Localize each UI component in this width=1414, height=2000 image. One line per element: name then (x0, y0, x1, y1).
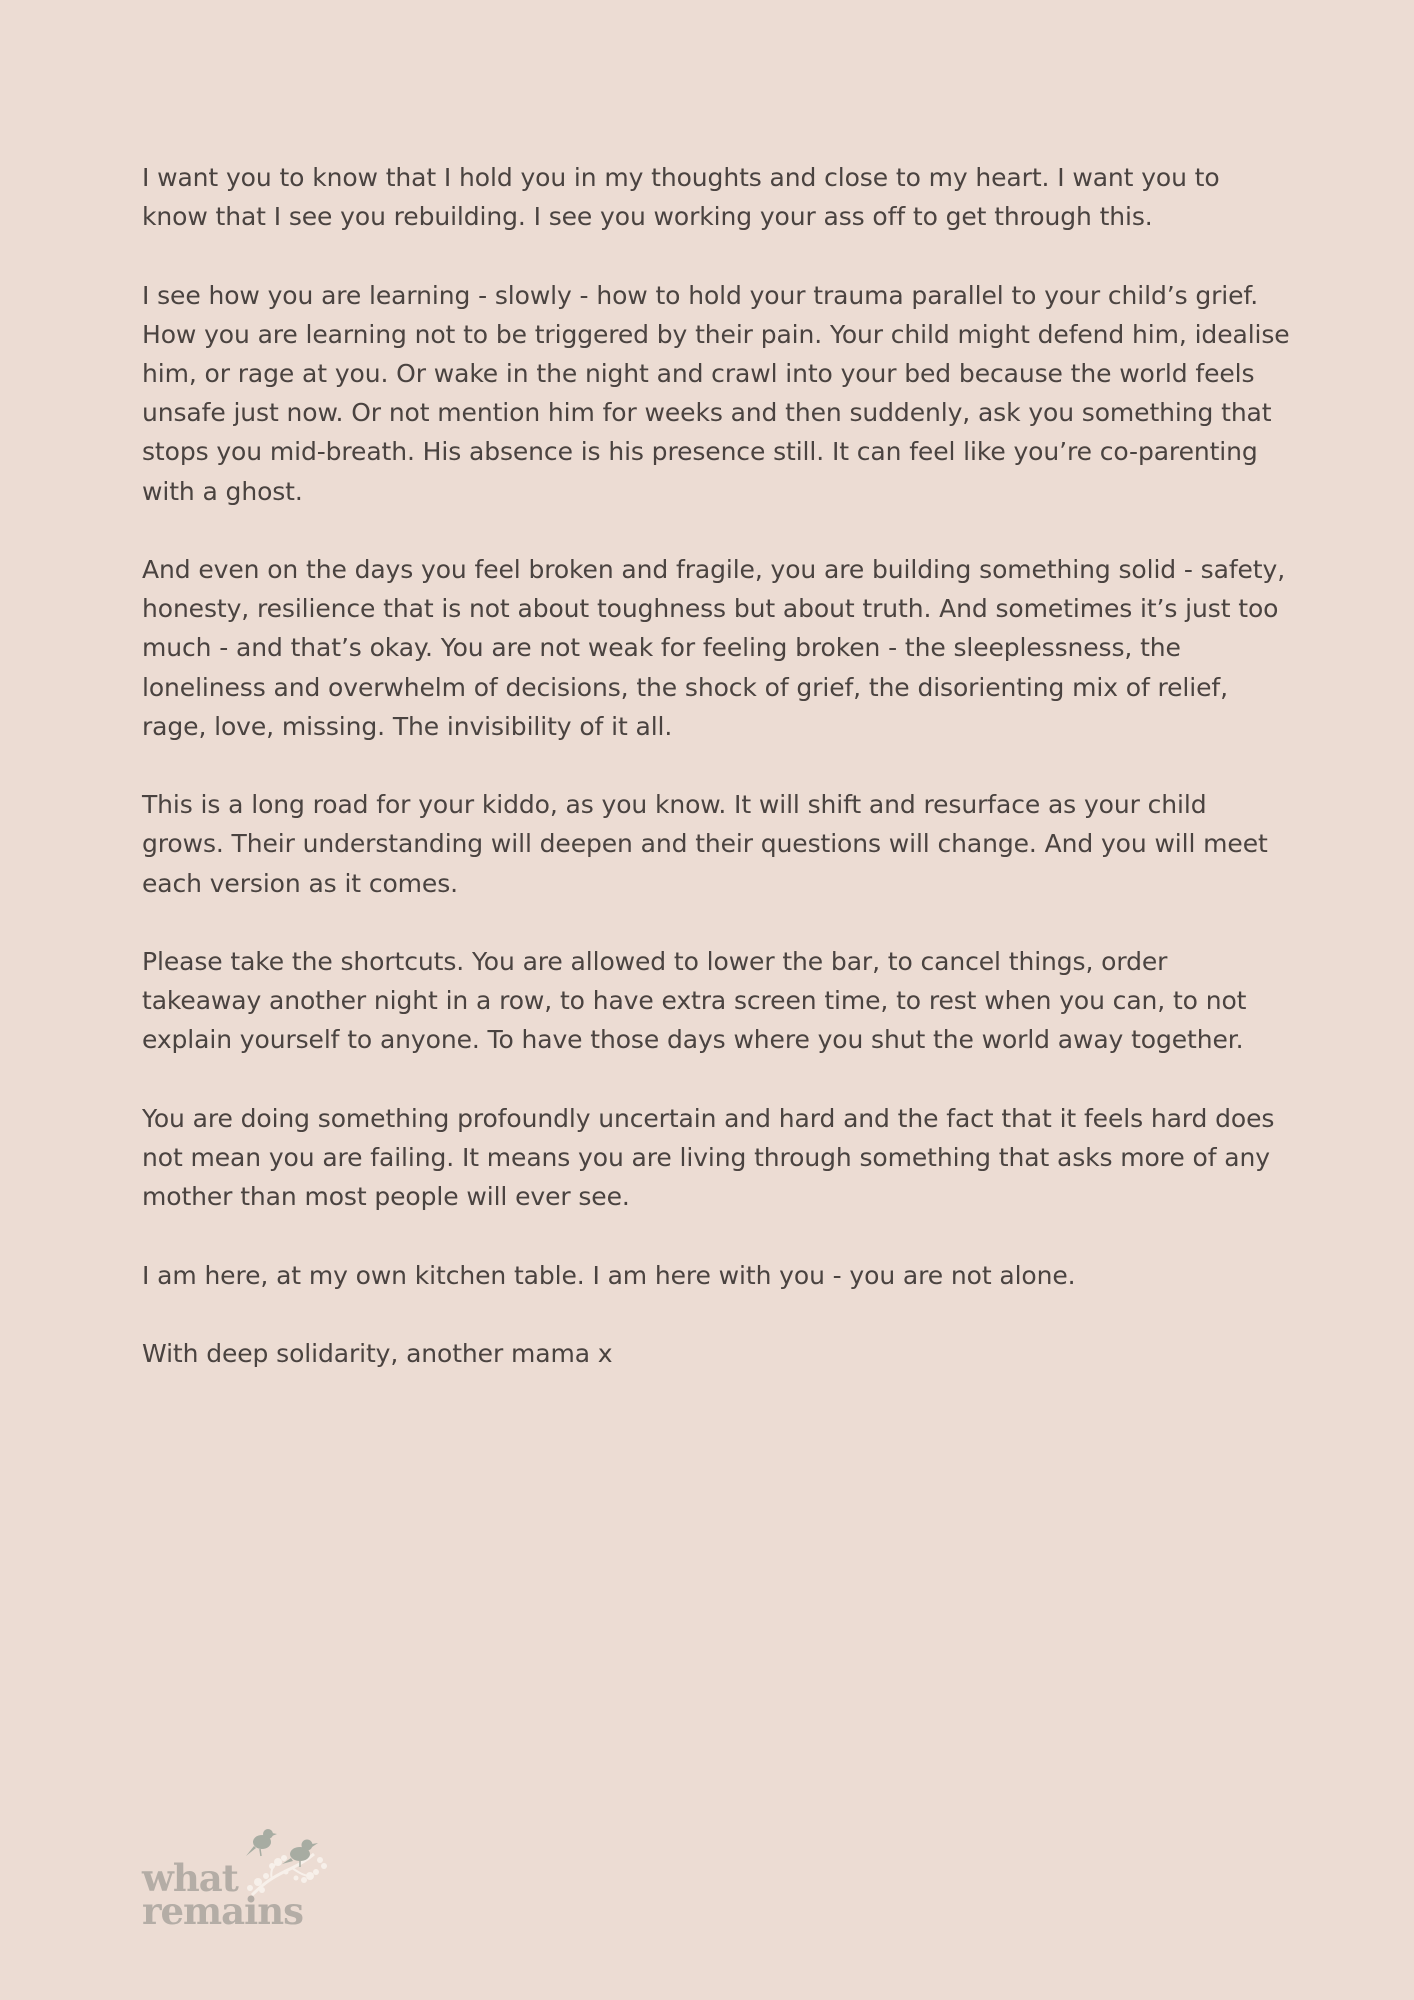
logo-wordmark (142, 1856, 303, 1933)
what-remains-logo (142, 1820, 342, 1940)
letter-paragraph-3: And even on the days you feel broken and fragile, you are building something solid - safety, honesty, resilience that is not about toughness but about truth. And sometimes it’s just too much - and that’s okay. You are not weak for feeling broken - the sleeplessness, the loneliness and overwhelm of decisions, the shock of grief, the disorienting mix of relief, rage, love, missing. The invisibility of it all. (142, 555, 1286, 741)
letter-paragraph-1: I want you to know that I hold you in my thoughts and close to my heart. I want you to know that I see you rebuilding. I see you working your ass off to get through this. (142, 163, 1220, 232)
letter-paragraph-4: This is a long road for your kiddo, as you know. It will shift and resurface as your child grows. Their understanding will deepen and their questions will change. And you will meet each version as it comes. (142, 790, 1268, 898)
letter-paragraph-6: You are doing something profoundly uncertain and hard and the fact that it feels hard does not mean you are failing. It means you are living through something that asks more of any mother than most people will ever see. (142, 1103, 1275, 1212)
letter-paragraph-7: I am here, at my own kitchen table. I am here with you - you are not alone. (142, 1260, 1076, 1290)
logo-line-what: what (142, 1856, 238, 1900)
letter-body (142, 158, 1292, 1412)
letter-paragraph-5: Please take the shortcuts. You are allowed to lower the bar, to cancel things, order takeaway another night in a row, to have extra screen time, to rest when you can, to not explain yourself to anyone. To have those days where you shut the world away together. (142, 947, 1247, 1055)
letter-paragraph-2: I see how you are learning - slowly - how to hold your trauma parallel to your child’s grief. How you are learning not to be triggered by their pain. Your child might defend him, idealise him, or rage at you. Or wake in the night and crawl into your bed because the world feels unsafe just now. Or not mention him for weeks and then suddenly, ask you something that stops you mid-breath. His absence is his presence still. It can feel like you’re co-parenting with a ghost. (142, 280, 1290, 506)
letter-signoff: With deep solidarity, another mama x (142, 1338, 613, 1368)
logo-line-remains: remains (142, 1889, 303, 1933)
